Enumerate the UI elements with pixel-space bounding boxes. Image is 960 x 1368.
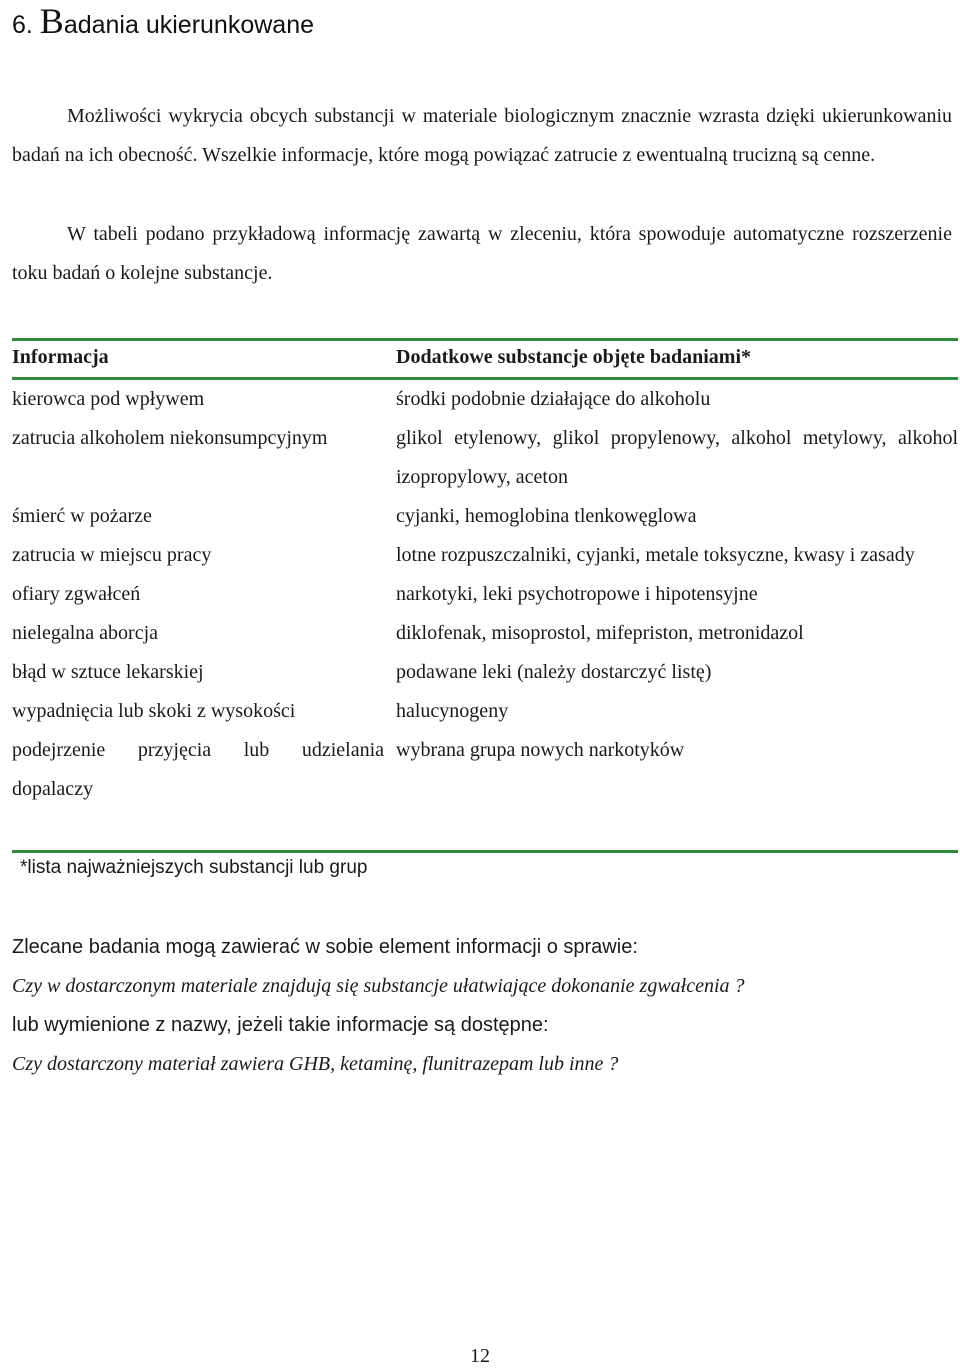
table-row [12, 692, 958, 731]
section-heading-initial: B [39, 1, 64, 41]
example-question: Czy dostarczony materiał zawiera GHB, ketaminę, flunitrazepam lub inne ? [12, 1053, 619, 1075]
table-row [12, 377, 958, 419]
substances-table [12, 337, 958, 809]
cell-info: błąd w sztuce lekarskiej [12, 661, 204, 683]
cell-info: zatrucia alkoholem niekonsumpcyjnym [12, 427, 328, 449]
page-number: 12 [470, 1345, 490, 1367]
section-heading-rest: adania ukierunkowane [63, 11, 314, 39]
cell-info: kierowca pod wpływem [12, 388, 205, 410]
table-row [12, 419, 958, 497]
section-heading [12, 1, 314, 42]
order-info-line: Zlecane badania mogą zawierać w sobie element informacji o sprawie: [12, 936, 638, 958]
table-row [12, 536, 958, 575]
header-info: Informacja [12, 345, 109, 368]
cell-info: śmierć w pożarze [12, 505, 152, 527]
table-footnote: *lista najważniejszych substancji lub grup [20, 857, 368, 878]
cell-substances: podawane leki (należy dostarczyć listę) [396, 661, 712, 683]
table-row [12, 497, 958, 536]
table-header-row [12, 337, 958, 377]
intro-paragraph: Możliwości wykrycia obcych substancji w materiale biologicznym znacznie wzrasta dzięki ukierunkowaniu badań na ich obecność. Wszelkie informacje, które mogą powiązać zatrucie z ewentualną trucizną są cenne. [12, 105, 952, 166]
cell-substances: narkotyki, leki psychotropowe i hipotensyjne [396, 583, 758, 605]
cell-substances: glikol etylenowy, glikol propylenowy, alkohol metylowy, alkohol izopropylowy, aceton [396, 427, 958, 488]
order-info-section [12, 928, 952, 1084]
cell-substances: diklofenak, misoprostol, mifepriston, metronidazol [396, 622, 804, 644]
table-intro-paragraph: W tabeli podano przykładową informację zawartą w zleceniu, która spowoduje automatyczne rozszerzenie toku badań o kolejne substancje. [12, 223, 952, 284]
cell-info: wypadnięcia lub skoki z wysokości [12, 700, 296, 722]
section-number: 6. [12, 11, 40, 39]
cell-info: zatrucia w miejscu pracy [12, 544, 212, 566]
cell-substances: halucynogeny [396, 700, 509, 722]
cell-substances: lotne rozpuszczalniki, cyjanki, metale toksyczne, kwasy i zasady [396, 544, 915, 566]
table-row [12, 731, 958, 809]
table-row [12, 575, 958, 614]
cell-substances: cyjanki, hemoglobina tlenkowęglowa [396, 505, 697, 527]
cell-info: podejrzenie przyjęcia lub udzielania dopalaczy [12, 739, 384, 800]
example-question: Czy w dostarczonym materiale znajdują się substancje ułatwiające dokonanie zgwałcenia ? [12, 975, 745, 997]
cell-substances: wybrana grupa nowych narkotyków [396, 739, 685, 761]
order-info-line: lub wymienione z nazwy, jeżeli takie informacje są dostępne: [12, 1014, 549, 1036]
cell-info: nielegalna aborcja [12, 622, 159, 644]
table-row [12, 653, 958, 692]
table-row [12, 614, 958, 653]
cell-info: ofiary zgwałceń [12, 583, 141, 605]
cell-substances: środki podobnie działające do alkoholu [396, 388, 711, 410]
header-substances: Dodatkowe substancje objęte badaniami* [396, 345, 752, 368]
